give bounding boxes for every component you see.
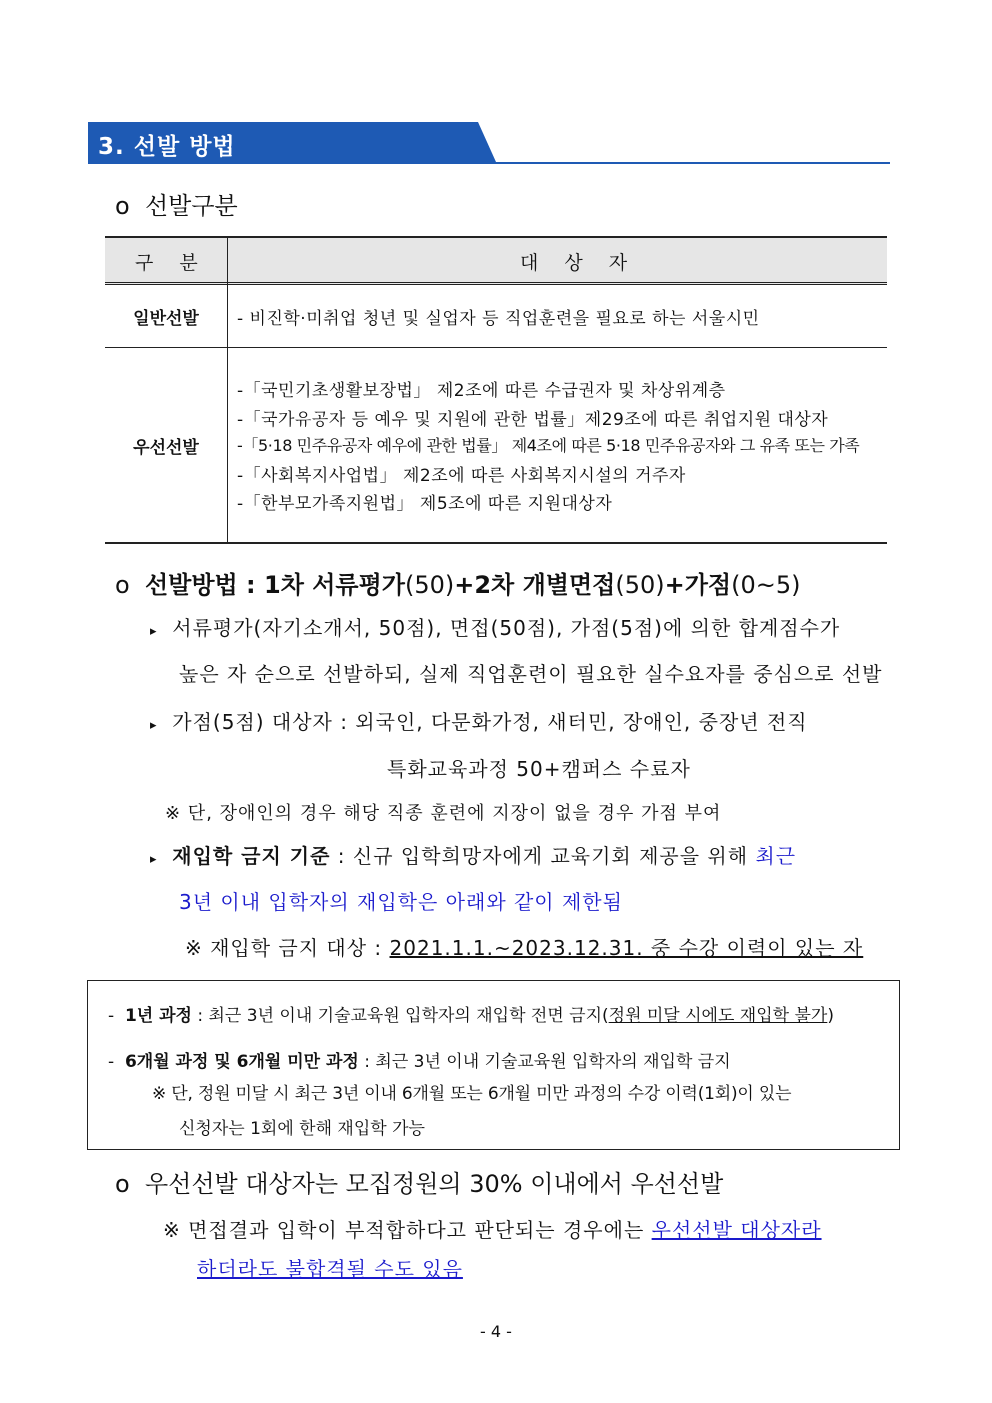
box-line: 신청자는 1회에 한해 재입학 가능 [179, 1119, 425, 1139]
page-number: - 4 - [480, 1322, 512, 1341]
table-cell: -「국민기초생활보장법」 제2조에 따른 수급권자 및 차상위계층 [237, 381, 726, 401]
method-part: +2차 개별면접 [454, 571, 616, 599]
readmission-rule [150, 840, 796, 869]
readmission-rule-highlight: 3년 이내 입학자의 재입학은 아래와 같이 제한됨 [179, 890, 623, 914]
list-item-continuation: 높은 자 순으로 선발하되, 실제 직업훈련이 필요한 실수요자를 중심으로 선발 [179, 662, 883, 686]
table-cell: - 비진학·미취업 청년 및 실업자 등 직업훈련을 필요로 하는 서울시민 [237, 309, 760, 329]
box-underlined: 정원 미달 시에도 재입학 불가 [608, 1006, 828, 1026]
table-header-category: 구 분 [135, 252, 208, 274]
box-dash: - [108, 1006, 115, 1026]
table-cell: -「사회복지사업법」 제2조에 따른 사회복지시설의 거주자 [237, 466, 686, 486]
triangle-bullet-icon: ▸ [150, 624, 158, 639]
triangle-bullet-icon: ▸ [150, 718, 158, 733]
box-bold: 6개월 과정 및 6개월 미만 과정 [124, 1052, 359, 1072]
box-dash: - [108, 1052, 115, 1072]
list-item-text: 서류평가(자기소개서, 50점), 면접(50점), 가점(5점)에 의한 합계점수가 [172, 616, 841, 640]
table-divider [105, 347, 887, 348]
method-part: 선발방법 : 1차 서류평가 [144, 571, 405, 599]
subheading-selection-method [115, 565, 800, 600]
box-text: ) [827, 1006, 834, 1026]
method-part: +가점 [664, 571, 732, 599]
method-part: (50) [615, 571, 665, 599]
box-text: : 최근 3년 이내 기술교육원 입학자의 재입학 전면 금지( [191, 1006, 609, 1026]
triangle-bullet-icon: ▸ [150, 852, 158, 867]
table-header-target: 대 상 자 [520, 252, 638, 274]
list-item [150, 612, 840, 641]
subheading-title: 우선선발 대상자는 모집정원의 30% 이내에서 우선선발 [144, 1170, 724, 1198]
subheading-title: 선발구분 [144, 192, 238, 220]
box-line: ※ 단, 정원 미달 시 최근 3년 이내 6개월 또는 6개월 미만 과정의 수강 이력(1회)이 있는 [152, 1084, 792, 1104]
list-item-continuation: 특화교육과정 50+캠퍼스 수료자 [387, 757, 691, 781]
list-item-text: 가점(5점) 대상자 : 외국인, 다문화가정, 새터민, 장애인, 중장년 전직 [172, 710, 808, 734]
table-row-category: 우선선발 [133, 438, 199, 458]
readmission-rule-highlight: 최근 [755, 844, 797, 868]
list-item [150, 706, 808, 735]
priority-note [163, 1214, 822, 1243]
table-cell: -「5·18 민주유공자 예우에 관한 법률」 제4조에 따른 5·18 민주유공자와 그 유족 또는 가족 [237, 436, 860, 455]
bullet-o: o [115, 571, 130, 599]
note-highlight: 우선선발 대상자라 [651, 1218, 822, 1242]
section-header [88, 122, 890, 164]
note: ※ 단, 장애인의 경우 해당 직종 훈련에 지장이 없을 경우 가점 부여 [165, 803, 722, 824]
table-cell: -「국가유공자 등 예우 및 지원에 관한 법률」제29조에 따른 취업지원 대상자 [237, 410, 829, 430]
note-highlight: 하더라도 불합격될 수도 있음 [197, 1257, 463, 1281]
method-part: (50) [404, 571, 455, 599]
table-divider [227, 238, 228, 542]
table-header [105, 238, 887, 285]
readmission-note [185, 932, 863, 961]
subheading-priority [115, 1164, 723, 1199]
box-line [108, 1001, 834, 1026]
box-text: : 최근 3년 이내 기술교육원 입학자의 재입학 금지 [358, 1052, 731, 1072]
table-cell: -「한부모가족지원법」 제5조에 따른 지원대상자 [237, 494, 613, 514]
section-title: 3. 선발 방법 [98, 134, 236, 160]
readmission-box [87, 980, 900, 1150]
box-bold: 1년 과정 [124, 1006, 192, 1026]
note-prefix: ※ 재입학 금지 대상 : [185, 936, 390, 960]
note-underlined: 2021.1.1.~2023.12.31. 중 수강 이력이 있는 자 [389, 936, 864, 960]
bullet-o: o [115, 192, 130, 220]
box-line [108, 1047, 731, 1072]
method-part: (0~5) [731, 571, 801, 599]
subheading-selection-type [115, 186, 238, 221]
selection-table [105, 236, 887, 544]
table-row-category: 일반선발 [133, 309, 199, 329]
readmission-rule-title: 재입학 금지 기준 [172, 844, 331, 868]
bullet-o: o [115, 1170, 130, 1198]
readmission-rule-text: : 신규 입학희망자에게 교육기회 제공을 위해 [330, 844, 756, 868]
note-prefix: ※ 면접결과 입학이 부적합하다고 판단되는 경우에는 [163, 1218, 652, 1242]
